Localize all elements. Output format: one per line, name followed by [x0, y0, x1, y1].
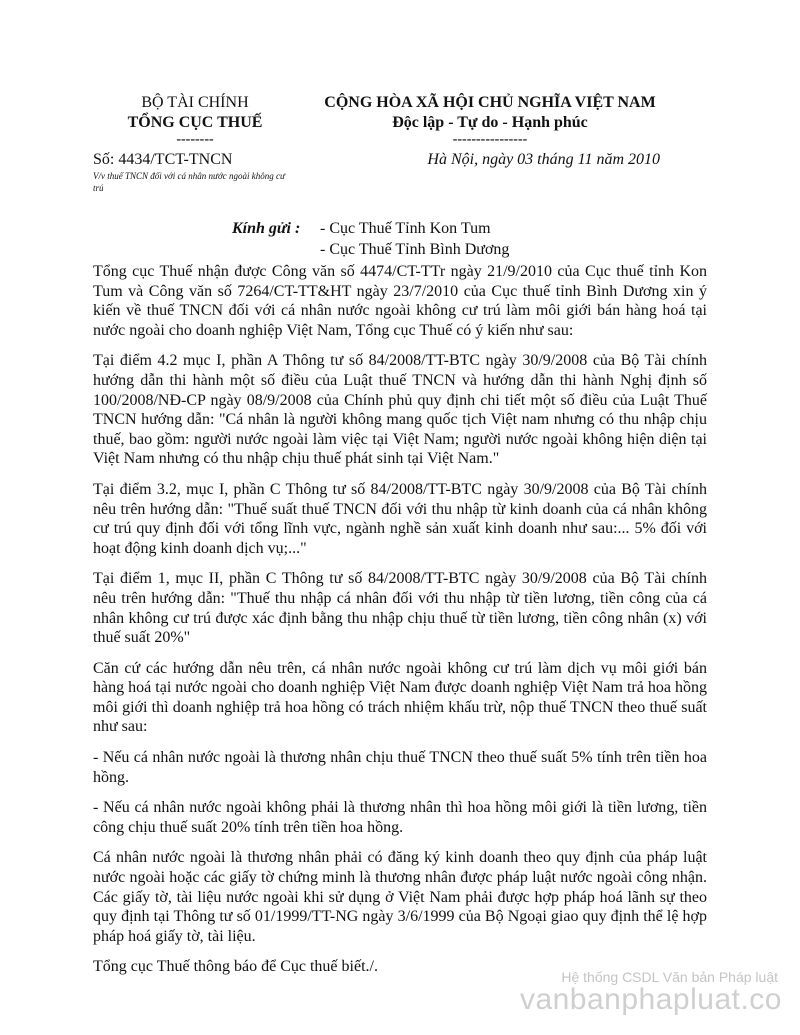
document-subject: V/v thuế TNCN đối với cá nhân nước ngoài không cư trú	[93, 171, 285, 193]
body-paragraph: Tại điểm 4.2 mục I, phần A Thông tư số 84/2008/TT-BTC ngày 30/9/2008 của Bộ Tài chính hướng dẫn thi hành một số điều của Luật thuế TNCN và hướng dẫn thi hành Nghị định số 100/2008/NĐ-CP ngày 08/9/2008 của Chính phủ quy định chi tiết một số điều của Luật Thuế TNCN hướng dẫn: "Cá nhân là người không mang quốc tịch Việt nam nhưng có thu nhập chịu thuế, bao gồm: người nước ngoài làm việc tại Việt Nam; người nước ngoài không hiện diện tại Việt Nam nhưng có thu nhập chịu thuế phát sinh tại Việt Nam."	[93, 352, 707, 468]
body-paragraph: Tại điểm 3.2, mục I, phần C Thông tư số 84/2008/TT-BTC ngày 30/9/2008 của Bộ Tài chính nêu trên hướng dẫn: "Thuế suất thuế TNCN đối với thu nhập từ kinh doanh của cá nhân không cư trú quy định đối với tổng lĩnh vực, ngành nghề sản xuất kinh doanh như sau:... 5% đối với hoạt động kinh doanh dịch vụ;..."	[93, 480, 707, 557]
recipients-block	[232, 218, 509, 260]
ministry-name: BỘ TÀI CHÍNH	[141, 94, 249, 111]
body-paragraph: - Nếu cá nhân nước ngoài là thương nhân chịu thuế TNCN theo thuế suất 5% tính trên tiền hoa hồng.	[93, 749, 707, 786]
right-divider: ----------------	[452, 132, 528, 147]
recipients-label: Kính gửi :	[232, 220, 301, 237]
body-paragraph: Cá nhân nước ngoài là thương nhân phải có đăng ký kinh doanh theo quy định của pháp luật nước ngoài hoặc các giấy tờ chứng minh là thương nhân được pháp luật nước ngoài công nhận. Các giấy tờ, tài liệu nước ngoài khi sử dụng ở Việt Nam phải được hợp pháp hoá lãnh sự theo quy định tại Thông tư số 01/1999/TT-NG ngày 3/6/1999 của Bộ Ngoại giao quy định thể lệ hợp pháp hoá giấy tờ, tài liệu.	[93, 849, 707, 945]
department-name: TỔNG CỤC THUẾ	[127, 114, 263, 131]
document-number: Số: 4434/TCT-TNCN	[93, 151, 233, 168]
body-paragraph: Tổng cục Thuế thông báo để Cục thuế biết./.	[93, 958, 378, 976]
issuing-agency-block	[80, 93, 310, 147]
motto: Độc lập - Tự do - Hạnh phúc	[392, 114, 588, 131]
body-paragraph: Tại điểm 1, mục II, phần C Thông tư số 84/2008/TT-BTC ngày 30/9/2008 của Bộ Tài chính nêu trên hướng dẫn: "Thuế thu nhập cá nhân đối với thu nhập từ tiền lương, tiền công của cá nhân không cư trú được xác định bằng thu nhập chịu thuế từ tiền lương, tiền công nhân (x) với thuế suất 20%"	[93, 570, 707, 647]
recipient-item: - Cục Thuế Tỉnh Bình Dương	[320, 241, 510, 258]
document-body	[93, 262, 707, 988]
left-divider: --------	[176, 132, 214, 147]
national-title: CỘNG HÒA XÃ HỘI CHỦ NGHĨA VIỆT NAM	[324, 94, 656, 111]
body-paragraph: - Nếu cá nhân nước ngoài không phải là thương nhân thì hoa hồng môi giới là tiền lương, tiền công chịu thuế suất 20% tính trên tiền hoa hồng.	[93, 799, 707, 836]
watermark-caption: Hệ thống CSDL Văn bản Pháp luật	[561, 969, 778, 985]
watermark-site: vanbanphapluat.co	[519, 983, 782, 1016]
body-paragraph: Căn cứ các hướng dẫn nêu trên, cá nhân nước ngoài không cư trú làm dịch vụ môi giới bán hàng hoá tại nước ngoài cho doanh nghiệp Việt Nam được doanh nghiệp Việt Nam trả hoa hồng môi giới thì doanh nghiệp trả hoa hồng có trách nhiệm khấu trừ, nộp thuế TNCN theo thuế suất như sau:	[93, 659, 707, 736]
recipients-list	[320, 218, 509, 260]
recipient-item: - Cục Thuế Tỉnh Kon Tum	[320, 220, 491, 237]
body-paragraph: Tổng cục Thuế nhận được Công văn số 4474/CT-TTr ngày 21/9/2010 của Cục thuế tỉnh Kon Tum và Công văn số 7264/CT-TT&HT ngày 23/7/2010 của Cục thuế tỉnh Bình Dương xin ý kiến về thuế TNCN đối với cá nhân nước ngoài không cư trú làm môi giới bán hàng hoá tại nước ngoài cho doanh nghiệp Việt Nam, Tổng cục Thuế có ý kiến như sau:	[93, 263, 707, 339]
national-header-block	[300, 93, 680, 147]
date-line: Hà Nội, ngày 03 tháng 11 năm 2010	[427, 151, 660, 168]
